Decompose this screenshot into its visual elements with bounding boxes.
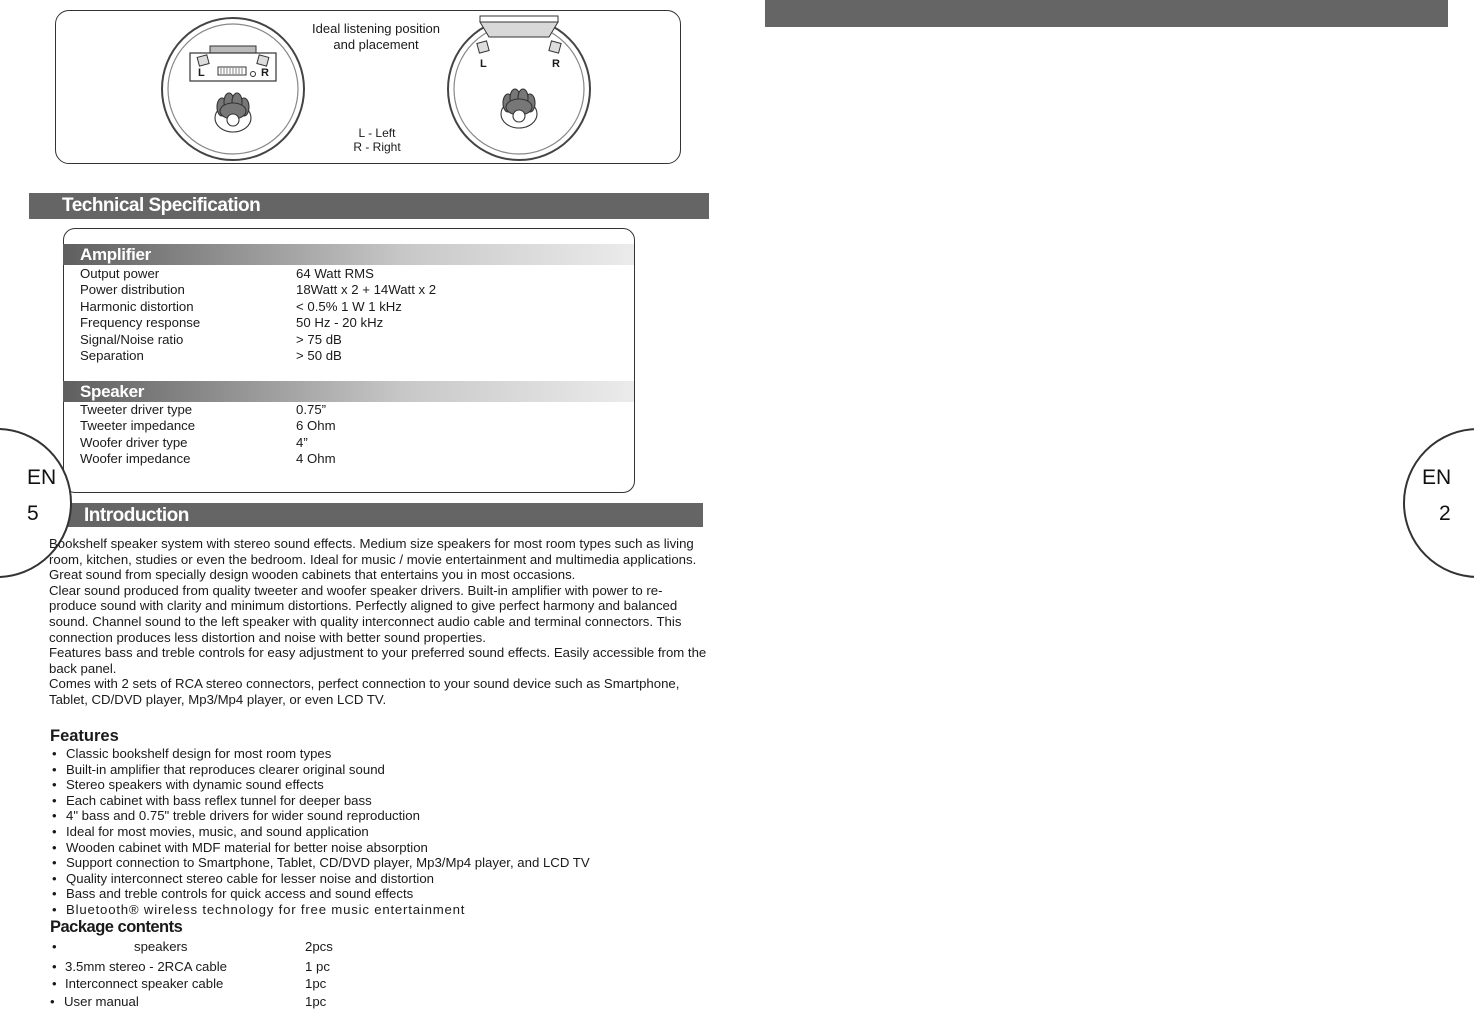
- speaker-spec-list: [80, 402, 580, 468]
- package-item-qty: 2pcs: [305, 939, 333, 954]
- package-item-name: speakers: [134, 939, 188, 954]
- intro-paragraph: Bookshelf speaker system with stereo sound effects. Medium size speakers for most room types such as living room, kitchen, studies or even the bedroom. Ideal for music / movie entertainment and multimedia applications. Great sound from specially design wooden cabinets that entertains you in most occasions.: [49, 536, 697, 583]
- list-item: • Stereo speakers with dynamic sound effects: [50, 777, 590, 793]
- bullet: •: [52, 959, 57, 974]
- spec-value: < 0.5% 1 W 1 kHz: [296, 298, 402, 314]
- spec-value: 50 Hz - 20 kHz: [296, 315, 384, 331]
- spec-value: 6 Ohm: [296, 418, 336, 434]
- list-item: • Bluetooth® wireless technology for free music entertainment: [50, 902, 590, 918]
- left-speaker-label: L: [480, 58, 487, 70]
- introduction-text: [49, 536, 709, 708]
- language-label-left: EN: [27, 466, 57, 489]
- language-label-right: EN: [1422, 466, 1452, 489]
- right-speaker-label: R: [261, 67, 269, 79]
- page-number-right: 2: [1439, 502, 1451, 525]
- spec-row: [80, 266, 580, 282]
- bullet: •: [52, 939, 57, 954]
- list-item: • Quality interconnect stereo cable for lesser noise and distortion: [50, 871, 590, 887]
- tech-spec-header: Technical Specification: [29, 193, 709, 219]
- room-illustration-right: [443, 12, 595, 162]
- list-item: • Support connection to Smartphone, Tablet, CD/DVD player, Mp3/Mp4 player, and LCD TV: [50, 855, 590, 871]
- list-item: • Bass and treble controls for quick access and sound effects: [50, 886, 590, 902]
- spec-key: Separation: [80, 347, 144, 363]
- page-number-left: 5: [27, 502, 39, 525]
- intro-paragraph: Clear sound produced from quality tweeter and woofer speaker drivers. Built-in amplifier with power to re-produce sound with clarity and minimum distortions. Perfectly aligned to give perfect harmony and balanced sound. Channel sound to the left speaker with quality interconnect audio cable and terminal connectors. This connection produces less distortion and noise with better sound properties.: [49, 582, 682, 645]
- list-item: • Wooden cabinet with MDF material for better noise absorption: [50, 840, 590, 856]
- spec-key: Tweeter driver type: [80, 402, 193, 417]
- list-item: • Each cabinet with bass reflex tunnel for deeper bass: [50, 793, 590, 809]
- diagram-legend: L - Left R - Right: [353, 126, 401, 154]
- package-item-name: 3.5mm stereo - 2RCA cable: [65, 959, 227, 974]
- spec-row: [80, 418, 580, 434]
- package-item-name: User manual: [64, 994, 139, 1009]
- spec-row: [80, 435, 580, 451]
- spec-key: Power distribution: [80, 282, 185, 298]
- left-speaker-label: L: [198, 67, 205, 79]
- amplifier-spec-list: [80, 266, 580, 364]
- package-heading: Package contents: [50, 918, 183, 936]
- package-item-qty: 1pc: [305, 976, 327, 991]
- diagram-caption: Ideal listening position and placement: [312, 21, 440, 52]
- spec-value: 4”: [296, 434, 308, 450]
- spec-row: [80, 282, 580, 298]
- spec-row: [80, 299, 580, 315]
- spec-key: Signal/Noise ratio: [80, 331, 184, 347]
- features-list: [50, 746, 590, 918]
- features-heading: Features: [50, 727, 119, 745]
- package-item-qty: 1 pc: [305, 959, 330, 974]
- right-page-header-bar: [765, 0, 1448, 27]
- spec-key: Output power: [80, 266, 160, 281]
- spec-row: [80, 451, 580, 467]
- spec-value: > 50 dB: [296, 347, 342, 363]
- list-item: • 4" bass and 0.75" treble drivers for wider sound reproduction: [50, 808, 590, 824]
- room-illustration-left: [158, 16, 308, 162]
- package-item-name: Interconnect speaker cable: [65, 976, 224, 991]
- package-item-qty: 1pc: [305, 994, 327, 1009]
- spec-key: Frequency response: [80, 315, 201, 331]
- list-item: • Classic bookshelf design for most room types: [50, 746, 590, 762]
- spec-key: Harmonic distortion: [80, 298, 194, 314]
- spec-key: Woofer driver type: [80, 434, 188, 450]
- introduction-header: Introduction: [63, 503, 703, 527]
- spec-row: [80, 332, 580, 348]
- list-item: • Ideal for most movies, music, and sound application: [50, 824, 590, 840]
- intro-paragraph: Comes with 2 sets of RCA stereo connectors, perfect connection to your sound device such as Smartphone, Tablet, CD/DVD player, Mp3/Mp4 player, or even LCD TV.: [49, 676, 680, 707]
- right-speaker-label: R: [552, 58, 560, 70]
- list-item: • Built-in amplifier that reproduces clearer original sound: [50, 762, 590, 778]
- speaker-header: Speaker: [63, 381, 634, 402]
- spec-value: 4 Ohm: [296, 451, 336, 467]
- intro-paragraph: Features bass and treble controls for easy adjustment to your preferred sound effects. Easily accessible from the back panel.: [49, 645, 707, 676]
- spec-row: [80, 402, 580, 418]
- spec-key: Woofer impedance: [80, 451, 191, 467]
- amplifier-header: Amplifier: [63, 244, 634, 265]
- bullet: •: [50, 994, 55, 1009]
- bullet: •: [52, 976, 57, 991]
- spec-value: 18Watt x 2 + 14Watt x 2: [296, 282, 437, 298]
- spec-value: 0.75”: [296, 402, 327, 417]
- spec-value: 64 Watt RMS: [296, 266, 374, 281]
- spec-row: [80, 315, 580, 331]
- spec-key: Tweeter impedance: [80, 418, 196, 434]
- spec-value: > 75 dB: [296, 331, 342, 347]
- spec-row: [80, 348, 580, 364]
